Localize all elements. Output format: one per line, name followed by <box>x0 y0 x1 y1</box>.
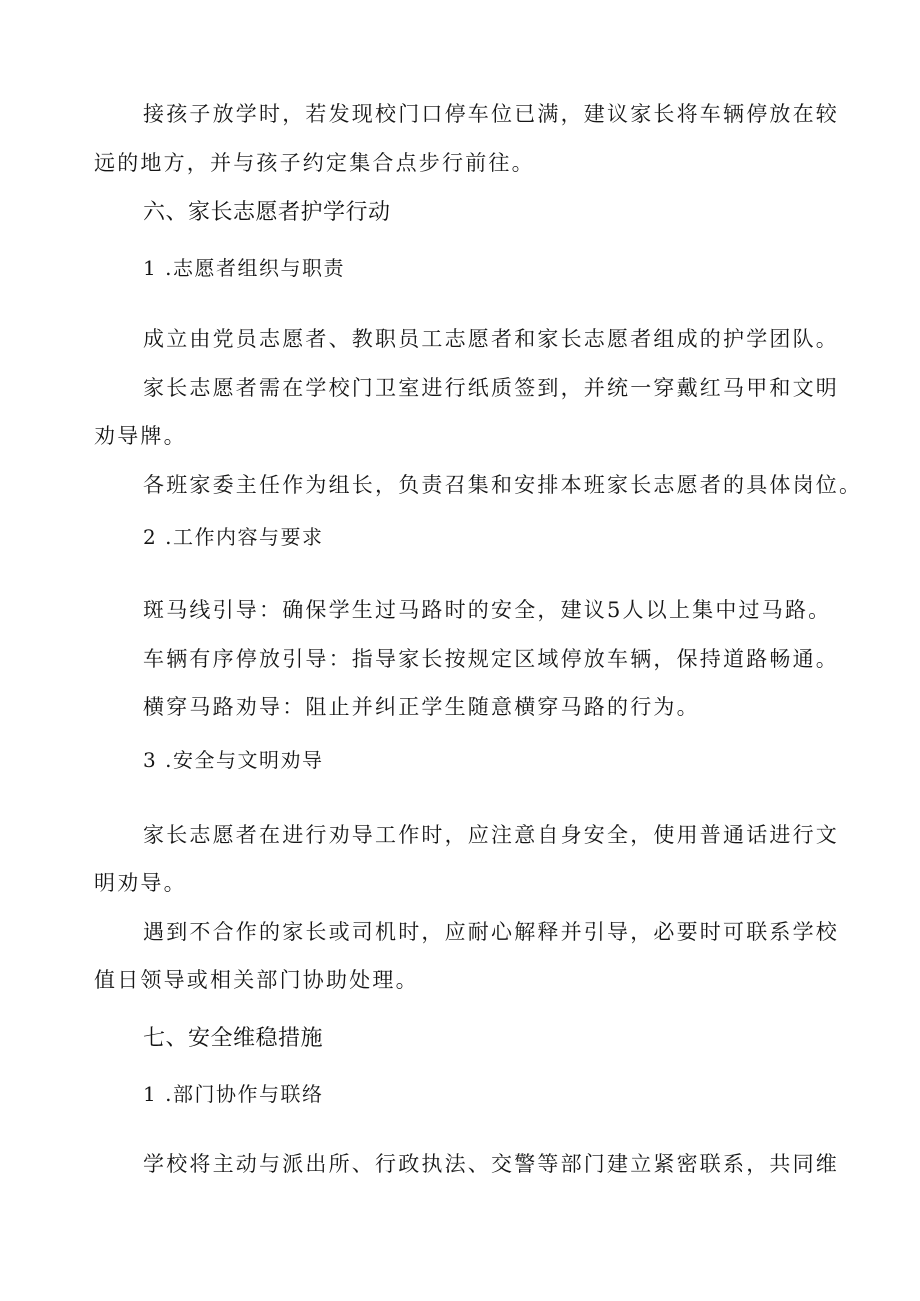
paragraph-line: 车辆有序停放引导：指导家长按规定区域停放车辆，保持道路畅通。 <box>143 647 839 671</box>
paragraph-line: 遇到不合作的家长或司机时，应耐心解释并引导，必要时可联系学校 <box>143 920 839 944</box>
paragraph-line: 值日领导或相关部门协助处理。 <box>94 968 419 992</box>
paragraph-line: 劝导牌。 <box>94 424 187 448</box>
paragraph-line: 横穿马路劝导：阻止并纠正学生随意横穿马路的行为。 <box>143 695 700 719</box>
paragraph-line: 成立由党员志愿者、教职员工志愿者和家长志愿者组成的护学团队。 <box>143 327 839 351</box>
paragraph-line: 家长志愿者在进行劝导工作时，应注意自身安全，使用普通话进行文 <box>143 823 839 847</box>
paragraph-line: 远的地方，并与孩子约定集合点步行前往。 <box>94 151 535 175</box>
subsection-heading: 2 .工作内容与要求 <box>143 525 324 549</box>
paragraph-line: 明劝导。 <box>94 871 187 895</box>
paragraph-line: 各班家委主任作为组长，负责召集和安排本班家长志愿者的具体岗位。 <box>143 473 863 497</box>
section-heading: 七、安全维稳措施 <box>143 1026 324 1051</box>
paragraph-line: 斑马线引导：确保学生过马路时的安全，建议5人以上集中过马路。 <box>143 598 832 622</box>
paragraph-line: 学校将主动与派出所、行政执法、交警等部门建立紧密联系，共同维 <box>143 1152 839 1176</box>
paragraph-line: 家长志愿者需在学校门卫室进行纸质签到，并统一穿戴红马甲和文明 <box>143 376 839 400</box>
section-heading: 六、家长志愿者护学行动 <box>143 200 391 225</box>
subsection-heading: 1 .志愿者组织与职责 <box>143 256 345 280</box>
subsection-heading: 3 .安全与文明劝导 <box>143 748 324 772</box>
subsection-heading: 1 .部门协作与联络 <box>143 1082 324 1106</box>
paragraph-line: 接孩子放学时，若发现校门口停车位已满，建议家长将车辆停放在较 <box>143 102 839 126</box>
